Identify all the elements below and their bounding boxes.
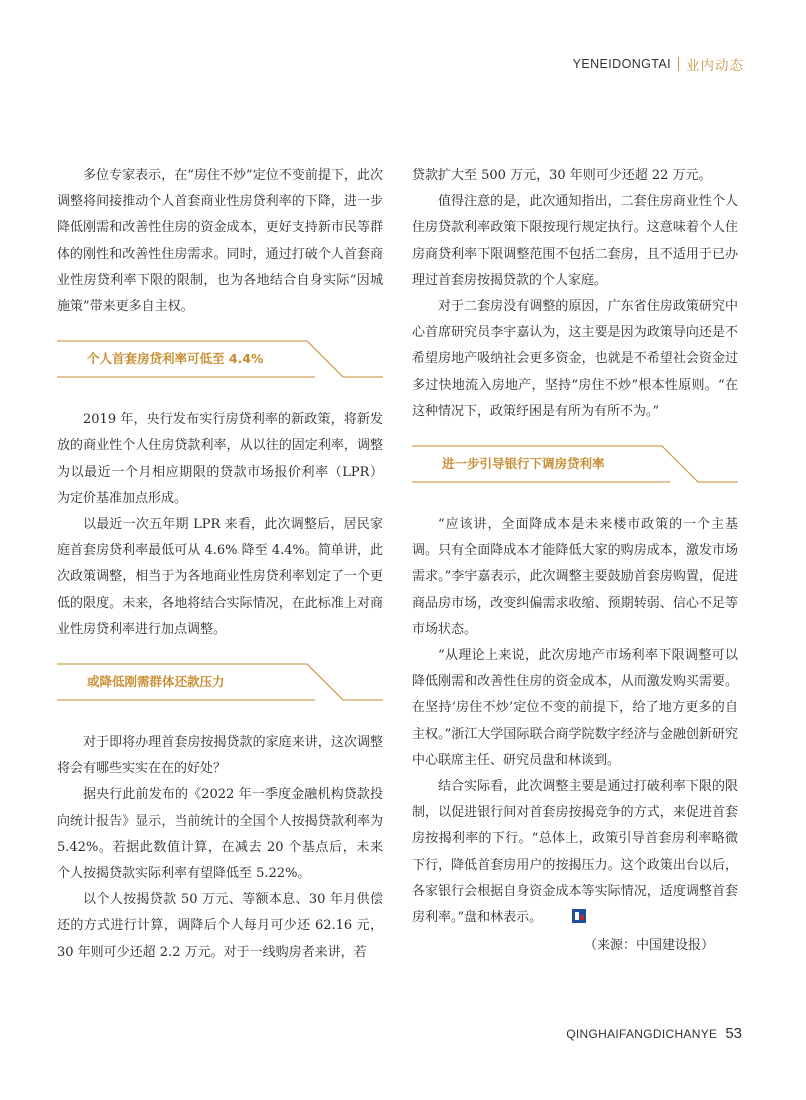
section-heading	[57, 663, 383, 703]
page-number: 53	[725, 1025, 742, 1042]
right-column	[412, 163, 738, 959]
paragraph: 以最近一次五年期 LPR 来看，此次调整后，居民家庭首套房贷利率最低可从 4.6% 降至 4.4%。简单讲，此次政策调整，相当于为各地商业性房贷利率划定了一个更低的限度。未来，各地将结合实际情况，在此标准上对商业性房贷利率进行加点调整。	[57, 517, 383, 637]
end-mark-icon	[546, 907, 586, 933]
paragraph: 据央行此前发布的《2022 年一季度金融机构贷款投向统计报告》显示，当前统计的全国个人按揭贷款利率为 5.42%。若据此数值计算，在减去 20 个基点后，未来个人按揭贷款实际利率有望降低至 5.22%。	[57, 787, 383, 882]
section-heading-text: 或降低刚需群体还款压力	[87, 674, 225, 690]
paragraph: 值得注意的是，此次通知指出，二套住房商业性个人住房贷款利率政策下限按现行规定执行。这意味着个人住房商贷利率下限调整范围不包括二套房，且不适用于已办理过首套房按揭贷款的个人家庭。	[412, 194, 738, 288]
running-header	[573, 54, 744, 74]
section-heading-text: 个人首套房贷利率可低至 4.4%	[87, 351, 264, 367]
paragraph: 对于即将办理首套房按揭贷款的家庭来讲，这次调整将会有哪些实实在在的好处？	[57, 735, 383, 777]
paragraph: 对于二套房没有调整的原因，广东省住房政策研究中心首席研究员李宇嘉认为，这主要是因为政策导向还是不希望房地产吸纳社会更多资金，也就是不希望社会资金过多过快地流入房地产，坚持“房住不炒”根本性原则。“在这种情况下，政策纾困是有所为有所不为。”	[412, 299, 738, 419]
footer-magazine-name: QINGHAIFANGDICHANYE	[566, 1027, 718, 1041]
paragraph: 多位专家表示，在“房住不炒”定位不变前提下，此次调整将间接推动个人首套商业性房贷利率的下降，进一步降低刚需和改善性住房的资金成本，更好支持新市民等群体的刚性和改善性住房需求。同时，通过打破个人首套商业性房贷利率下限的限制，也为各地结合自身实际“因城施策”带来更多自主权。	[57, 168, 383, 315]
section-heading	[57, 340, 383, 380]
section-heading-text: 进一步引导银行下调房贷利率	[442, 456, 605, 472]
header-divider	[678, 57, 679, 71]
page-footer	[566, 1025, 742, 1042]
paragraph: 贷款扩大至 500 万元，30 年则可少还超 22 万元。	[412, 168, 712, 183]
paragraph	[412, 774, 738, 933]
section-heading	[412, 445, 738, 485]
header-section-en: YENEIDONGTAI	[572, 57, 671, 71]
source-credit: （来源：中国建设报）	[583, 938, 714, 954]
paragraph: “应该讲，全面降成本是未来楼市政策的一个主基调。只有全面降成本才能降低大家的购房成本，激发市场需求。”李宇嘉表示，此次调整主要鼓励首套房购置，促进商品房市场，改变纠偏需求收缩、预期转弱、信心不足等市场状态。	[412, 517, 738, 637]
header-section-cn: 业内动态	[686, 58, 744, 74]
left-column	[57, 163, 383, 966]
paragraph: 2019 年，央行发布实行房贷利率的新政策，将新发放的商业性个人住房贷款利率，从以往的固定利率，调整为以最近一个月相应期限的贷款市场报价利率（LPR）为定价基准加点形成。	[57, 412, 383, 506]
paragraph-text: 结合实际看，此次调整主要是通过打破利率下限的限制，以促进银行间对首套房按揭竞争的方式，来促进首套房按揭利率的下行。“总体上，政策引导首套房利率略微下行，降低首套房用户的按揭压力。这个政策出台以后，各家银行会根据自身资金成本等实际情况，适度调整首套房利率。”盘和林表示。	[412, 779, 738, 926]
paragraph: 以个人按揭贷款 50 万元、等额本息、30 年月供偿还的方式进行计算，调降后个人每月可少还 62.16 元，30 年则可少还超 2.2 万元。对于一线购房者来讲，若	[57, 892, 383, 960]
paragraph: “从理论上来说，此次房地产市场利率下限调整可以降低刚需和改善性住房的资金成本，从而激发购买需要。在坚持‘房住不炒’定位不变的前提下，给了地方更多的自主权。”浙江大学国际联合商学院数字经济与金融创新研究中心联席主任、研究员盘和林谈到。	[412, 648, 738, 768]
